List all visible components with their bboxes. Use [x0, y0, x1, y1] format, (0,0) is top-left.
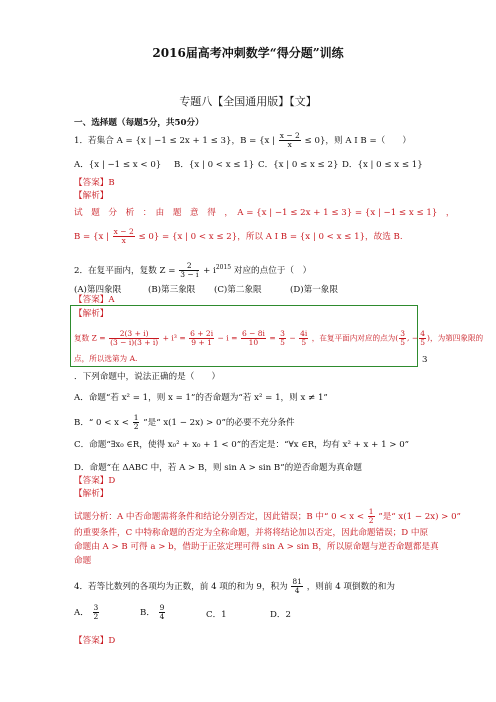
q3-analysis-line4: 命题 [74, 556, 92, 566]
q2-stem: 2．在复平面内，复数 Z = $\frac{2}{3 - i}$ + $i^{2015}$ 对应的点位于（ ） [74, 261, 312, 279]
q4-answer: 【答案】D [74, 636, 116, 646]
q1-option-c: C．{x | 0 ≤ x ≤ 2} [258, 160, 339, 170]
q2-option-b: (B)第三象限 [148, 285, 196, 295]
q3-option-b: B．“ 0 < x < $\frac{1}{2}$ ”是“ x(1 − 2x) > 0”的必要不充分条件 [74, 413, 295, 431]
q1-analysis-line1: 试 题 分 析 ： 由 题 意 得 ， A = {x | −1 ≤ 2x + 1 ≤ 3} = {x | −1 ≤ x ≤ 1} ， [74, 208, 455, 218]
q1-analysis-line2: B = {x | $\frac{x - 2}{x}$ ≤ 0} = {x | 0 < x ≤ 2}，所以 A I B = {x | 0 < x ≤ 1}，故选 B. [74, 227, 403, 245]
q4-option-a: A． $\frac{3}{2}$ [74, 603, 99, 621]
q3-analysis-line1: 试题分析：A 中否命题需将条件和结论分别否定，因此错误；B 中“ 0 < x < $\frac{1}{2}$ ”是“ x(1 − 2x) > 0” [74, 507, 461, 525]
q2-analysis-tag: 【解析】 [74, 309, 109, 319]
page-title: 2016届高考冲刺数学“得分题”训练 [152, 46, 344, 60]
q3-analysis-line2: 的重要条件，C 中特称命题的否定为全称命题，并将将结论加以否定，因此命题错误；D 中原 [74, 528, 429, 538]
q2-analysis-end: 点，所以选第为 A. [74, 354, 138, 363]
q4-option-d: D．2 [270, 610, 291, 620]
q2-option-d: (D)第一象限 [290, 285, 338, 295]
q1-fraction: $\frac{x - 2}{x}$ [279, 131, 300, 149]
q3-option-c: C．命题“∃x₀ ∈R，使得 x₀² + x₀ + 1 < 0”的否定是：“∀x ∈R，均有 x² + x + 1 > 0” [74, 440, 410, 450]
q2-analysis-formula: 复数 Z = $\frac{2(3 + i)}{(3 - i)(3 + i)}$ + i³ = $\frac{6 + 2i}{9 + 1}$ − i = $\frac{6 - 8i}{10}$ = $\frac{3}{5}$ − $\frac{4i}{5}$ ，在复平面内对应的点为( $\frac{3}{5}$ , − $\frac{4}{5}$ )，为第四象限的 [74, 329, 484, 347]
q3-answer: 【答案】D [74, 476, 116, 486]
q1-option-a: A．{x | −1 ≤ x < 0} [74, 160, 162, 170]
q3-option-d: D．命题“在 ΔABC 中，若 A > B，则 sin A > sin B”的逆否命题为真命题 [74, 463, 362, 473]
q2-option-a: (A)第四象限 [74, 285, 122, 295]
q1-answer: 【答案】B [74, 178, 115, 188]
section-heading: 一、选择题（每题5分，共50分） [74, 118, 204, 128]
q3-analysis-line3: 命题由 A > B 可得 a > b，借助于正弦定理可得 sin A > sin B，所以原命题与逆否命题都是真 [74, 542, 439, 552]
q2-option-c: (C)第二象限 [214, 285, 262, 295]
page-subtitle: 专题八【全国通用版】【文】 [179, 95, 317, 108]
q3-analysis-tag: 【解析】 [74, 489, 109, 499]
q2-answer: 【答案】A [74, 295, 115, 305]
q2-side-number: 3 [422, 355, 428, 365]
q1-option-d: D．{x | 0 ≤ x ≤ 1} [342, 160, 423, 170]
q3-stem: ．下列命题中，说法正确的是（ ） [74, 372, 221, 382]
q1-option-b: B．{x | 0 < x ≤ 1} [174, 160, 255, 170]
q1-stem: 1．若集合 A = {x | −1 ≤ 2x + 1 ≤ 3}，B = {x | $\frac{x - 2}{x}$ ≤ 0}，则 A I B =（ ） [74, 131, 412, 149]
q4-option-c: C．1 [206, 610, 227, 620]
q3-option-a: A．命题“若 x² = 1，则 x = 1”的否命题为“若 x² = 1，则 x ≠ 1” [74, 393, 328, 403]
q4-stem: 4．若等比数列的各项均为正数，前 4 项的和为 9，积为 $\frac{81}{4}$ ，则前 4 项倒数的和为 [74, 577, 395, 595]
q4-option-b: B． $\frac{9}{4}$ [140, 603, 165, 621]
q1-analysis-tag: 【解析】 [74, 191, 109, 201]
